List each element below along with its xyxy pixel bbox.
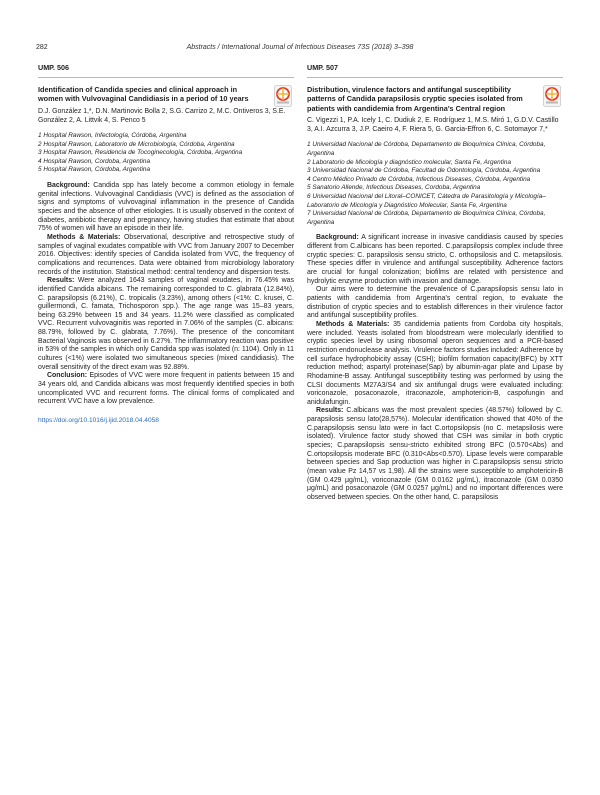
affiliation: 1 Hospital Rawson, Infectología, Córdoba, Argentina — [38, 132, 187, 139]
abstract-ump-507 — [307, 63, 563, 503]
section-text: Candida spp has lately become a common etiology in female genital infections. Vulvovaginal Candidiasis (VVC) is defined as the association of signs and symptoms of vulvovaginal inflammation in the presence of Candida species and the absence of other etiologies. It is usually observed in the context of diabetes, antibiotic therapy and pregnancy, having studies that estimate that about 75% of women will have an episode in their life. — [38, 181, 294, 233]
affiliation: 2 Hospital Rawson, Laboratorio de Microbiología, Córdoba, Argentina — [38, 140, 235, 148]
conclusion-paragraph — [38, 372, 294, 407]
aims-paragraph: Our aims were to determine the prevalence of C.parapsilopsis sensu lato in patients with candidemia from Argentina's central region, to evaluate the distribution of cryptic species and to establish differences in their virulence factor and antifungal susceptibility profiles. — [307, 286, 563, 320]
section-label: Background: — [47, 181, 90, 189]
section-label: Methods & Materials: — [316, 320, 390, 328]
background-paragraph — [38, 182, 294, 234]
section-label: Conclusion: — [47, 372, 88, 380]
abstract-body — [307, 234, 563, 502]
crossmark-icon[interactable] — [543, 85, 561, 107]
section-text: C.albicans was the most prevalent species (48.57%) followed by C. parapsilosis sensu lato(28,57%). Molecular identification showed that 40% of the C.parapsilopsis sensu lato were in fact C.ortopsilopsis (no C. metapsilosis were isolated). Virulence factor study showed that CSH was similar in both cryptic species; C.parapsilopsis sensu-stricto exhibited strong BFC (0.570<Abs) and C.ortopsilopsis moderate BFC (0.310<Abs<0.570). Lipase levels were comparable between species and Sap production was higher in C.parapsilopsis sensu stricto (mean value Pz 14,57 vs 1,98). All the strains were susceptible to amphotericin-B (GM 0.429 μg/mL), voriconazole (GM 0.0162 μg/mL), itraconazole (GM 0.0350 μg/mL) and posaconazole (GM 0.0257 μg/mL) and no important differences were observed between species. On the other hand, C. parapsilosis — [307, 407, 563, 502]
affiliation: 4 Centro Médico Privado de Córdoba, Infectious Diseases, Córdoba, Argentina — [307, 175, 531, 183]
doi-link[interactable]: https://doi.org/10.1016/j.ijid.2018.04.4058 — [38, 417, 159, 425]
section-text: A significant increase in invasive candidiasis caused by species different from C.albicans has been reported. C.parapsilopsis complex include three cryptic species: C. parapsilosis sensu stricto, C. orthopsilosis and C. metapsilosis. These species differ in virulence and antifungal susceptibility. Adherence factors are crucial for fungal colonization; biofilms are related with persistence and hydrolytic enzyme production with invasion and damage. — [307, 234, 564, 285]
page-number: 282 — [36, 44, 48, 51]
section-text: Were analyzed 1643 samples of vaginal exudates, in 76.45% was identified Candida albicans. The remaining corresponded to C. glabrata (12.84%), C. parapsilopsis (6.21%), C. tropicalis (3.23%), among others (<1%: C. krusei, C. guillermondi, C. famata, Trichosporon spp.). The age range was 15–83 years, being 63.29% between 15 and 34 years. 11.2% were classified as complicated VVC. Recurrent vulvovaginitis was reported in 7.06% of the samples (C. albicans: 88.79%, followed by C. glabrata, 7.76%). The presence of the concomitant Bacterial Vaginosis was observed in 6.27%. The inflammatory reaction was positive in 53% of the samples in which only Candida spp was isolated (n: 1104). Only in 11 cultures (<1%) were isolated two simultaneous species (mixed candidiasis). The overall sensitivity of the direct exam was 92.88%. — [38, 277, 295, 371]
affiliation: 3 Universidad Nacional de Córdoba, Facultad de Odontología, Córdoba, Argentina — [307, 167, 541, 175]
abstract-body — [38, 182, 294, 407]
section-label: Results: — [316, 407, 344, 415]
methods-paragraph — [38, 234, 294, 277]
background-paragraph — [307, 234, 563, 286]
affiliation: 7 Universidad Nacional de Córdoba, Departamento de Bioquímica Clínica, Córdoba, Argentina — [307, 210, 546, 226]
affiliation: 1 Universidad Nacional de Córdoba, Departamento de Bioquímica Clínica, Córdoba, Argentina — [307, 141, 546, 157]
section-label: Results: — [47, 277, 75, 285]
crossmark-icon[interactable] — [274, 85, 292, 107]
journal-citation: Abstracts / International Journal of Infectious Diseases 73S (2018) 3–398 — [186, 44, 414, 51]
section-label: Methods & Materials: — [47, 233, 121, 241]
results-paragraph — [38, 277, 294, 372]
abstract-title: Identification of Candida species and clinical approach in women with Vulvovaginal Candidiasis in a period of 10 years — [38, 85, 249, 104]
affiliation: 6 Universidad Nacional del Litoral–CONICET, Cátedra de Parasitología y Micología–Laboratorio de Micología y Diagnóstico Molecular, Santa Fe, Argentina — [307, 192, 546, 209]
affiliation: 4 Hospital Rawson, Cordoba, Argentina — [38, 157, 151, 165]
section-label: Background: — [316, 234, 359, 242]
abstract-id: UMP. 507 — [307, 63, 563, 78]
section-text: 35 candidemia patients from Cordoba city hospitals, were included. Yeasts isolated from bloodstream were molecularly identified to cryptic species level by using ribosomal operon sequences and a PCR-based restriction endonuclease analysis. Virulence factors studies included: Adherence by cell surface hydrophobicity assay (CSH); biofilm formation capacity(BFC) by XTT reduction method; aspartyl proteinase(Sap) by albumin-agar plate and Lipase by Rhodamine-B assay. Antifungal susceptibility testing was performed by using the CLSI documents M27A3/S4 and six antifungal drugs were evaluated including: voriconazole, posaconazole, itraconazole, amphotericin-B, caspofungin and anidulafungin. — [307, 320, 564, 406]
affiliation: 5 Hospital Rawson, Córdoba, Argentina — [38, 166, 151, 174]
affiliation: 3 Hospital Rawson, Residencia de Tocoginecología, Córdoba, Argentina — [38, 149, 243, 157]
affiliation-list — [307, 141, 563, 227]
section-text: Episodes of VVC were more frequent in patients between 15 and 34 years old, and Candida albicans was most frequently identified species in both uncomplicated VVC and recurrent forms. The clinical forms of complicated and recurrent VVC have a low prevalence. — [38, 372, 294, 406]
author-list: C. Vigezzi 1, P.A. Icely 1, C. Dudiuk 2, E. Rodríguez 1, M.S. Miró 1, G.D.V. Castillo 3, A.I. Azcurra 3, J.P. Caeiro 4, F. Riera 5, G. Garcia-Effron 6, C. Sotomayor 7,* — [307, 117, 559, 134]
affiliation-list — [38, 132, 294, 175]
abstract-title: Distribution, virulence factors and antifungal susceptibility patterns of Candida parapsilosis cryptic species isolated from patients with candidemia from Argentina's Central region — [307, 85, 523, 113]
methods-paragraph — [307, 321, 563, 408]
section-text: Observational, descriptive and retrospective study of samples of vaginal exudates compatible with VVC from January 2007 to December 2016. Objectives: identify species of Candida isolated from VVC, the frequency of complications and recurrences. Data were obtained from microbiology laboratory records of the institution. Statistical method: central tendency and dispersion tests. — [38, 233, 294, 276]
affiliation: 2 Laboratorio de Micología y diagnóstico molecular, Santa Fe, Argentina — [307, 158, 512, 166]
page-header — [36, 44, 564, 56]
abstract-ump-506 — [38, 63, 294, 424]
author-list: D.J. González 1,*, D.N. Martinovic Bolla 2, S.G. Carrizo 2, M.C. Ontiveros 3, S.E. González 2, A. Littvik 4, S. Penco 5 — [38, 107, 286, 124]
abstract-id: UMP. 506 — [38, 63, 294, 78]
affiliation: 5 Sanatorio Allende, Infectious Diseases, Cordoba, Argentina — [307, 184, 481, 192]
results-paragraph — [307, 407, 563, 502]
